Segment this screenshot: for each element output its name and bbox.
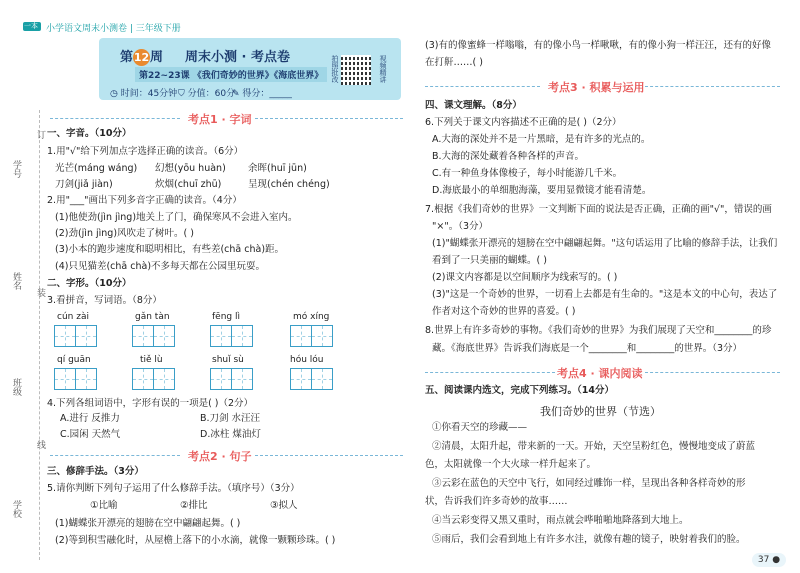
q6-option-c: C.有一种鱼身体像梭子，每小时能游几千米。 [432, 168, 623, 179]
q1-option: 光芒(máng wáng) [55, 163, 138, 174]
q4-option-d: D.冰柱 煤油灯 [200, 429, 261, 440]
qr-label-left: 拍照批改 [331, 55, 339, 83]
q6-option-d: D.海底最小的单细胞海藻，要用显微镜才能看清楚。 [432, 185, 652, 196]
binding-line [39, 110, 40, 560]
writing-box[interactable] [210, 368, 232, 390]
time-info: ◷ 时间：45分钟 [110, 89, 178, 99]
qr-label-right: 视频精讲 [379, 55, 387, 83]
passage-para: ⑤雨后，我们会看到地上有许多水洼，就像有趣的镜子，映射着我们的脸。 [432, 534, 746, 545]
question-2: 2.用"___"画出下列多音字正确的读音。（4分） [47, 195, 242, 206]
writing-box[interactable] [231, 325, 253, 347]
q7-item: 作者对这个奇妙的世界的喜爱。( ) [432, 306, 576, 317]
q1-option: 炊烟(chuī zhū) [155, 179, 222, 190]
passage-para: 状，告诉我们许多奇妙的故事…… [425, 496, 568, 507]
class-label: 班级 [11, 378, 21, 396]
q5-choice: ③拟人 [270, 500, 298, 511]
writing-box[interactable] [75, 368, 97, 390]
pinyin-label: shuǐ sù [212, 355, 244, 365]
pinyin-label: cún zài [57, 312, 89, 322]
writing-box[interactable] [311, 368, 333, 390]
question-8-cont: 藏。《海底世界》告诉我们海底是一个________和________的世界。（3分） [432, 343, 743, 354]
q5-item: 在打鼾……( ) [425, 57, 483, 68]
pinyin-label: gǎn tàn [135, 312, 170, 322]
q6-option-b: B.大海的深处藏着各种各样的声音。 [432, 151, 585, 162]
question-5: 5.请你判断下列句子运用了什么修辞手法。（填序号）（3分） [47, 483, 300, 494]
question-7-cont: "×"。（3分） [432, 221, 488, 232]
writing-box[interactable] [290, 325, 312, 347]
writing-box[interactable] [311, 325, 333, 347]
section-heading-1: 考点1 · 字词 [188, 113, 252, 126]
divider [425, 372, 555, 373]
writing-box[interactable] [75, 325, 97, 347]
q2-item: (2)劲(jìn jìng)风吹走了树叶。( ) [55, 228, 194, 239]
q7-item: (3)"这是一个奇妙的世界，一切看上去都是有生命的。"这是本文的中心句，表达了 [432, 289, 778, 300]
q5-choice: ①比喻 [90, 500, 118, 511]
score-info: ⛉ 分值：60分 [178, 89, 236, 99]
q1-option: 呈现(chén chéng) [248, 179, 330, 190]
week-number-badge: 12 [133, 51, 150, 64]
question-8: 8.世界上有许多奇妙的事物。《我们奇妙的世界》为我们展现了天空和________的珍 [425, 325, 772, 336]
divider [255, 455, 403, 456]
school-label: 学校 [11, 500, 21, 518]
part-heading: 三、修辞手法。（3分） [47, 466, 144, 477]
passage-para: ②清晨，太阳升起，带来新的一天。开始，天空呈粉红色，慢慢地变成了蔚蓝 [432, 441, 756, 452]
q1-option: 幻想(yōu huàn) [155, 163, 226, 174]
passage-para: ④当云彩变得又黑又重时，雨点就会哗啪啪地降落到大地上。 [432, 515, 689, 526]
pinyin-label: tiě lù [140, 355, 163, 365]
pinyin-label: hóu lóu [290, 355, 324, 365]
q5-item: (3)有的像蜜蜂一样嗡嗡，有的像小鸟一样啾啾，有的像小狗一样汪汪，还有的好像 [425, 40, 771, 51]
pinyin-label: qí guān [57, 355, 91, 365]
section-heading-2: 考点2 · 句子 [188, 450, 252, 463]
pinyin-label: mó xíng [293, 312, 330, 322]
q4-option-a: A.进行 反推力 [60, 413, 120, 424]
series-title: 小学语文周末小测卷 | 三年级下册 [46, 24, 181, 34]
divider [645, 86, 780, 87]
q5-choice: ②排比 [180, 500, 208, 511]
passage-para: ③云彩在蓝色的天空中飞行，如同经过雕饰一样，呈现出各种各样奇妙的形 [432, 478, 746, 489]
q1-option: 刀剑(jiǎ jiàn) [55, 179, 113, 190]
binding-mark-ding: 订 [35, 130, 45, 139]
page-number: 37 ● [752, 553, 786, 567]
q7-item: (1)"蝴蝶张开漂亮的翅膀在空中翩翩起舞。"这句话运用了比喻的修辞手法，让我们 [432, 238, 778, 249]
part-heading: 二、字形。（10分） [47, 278, 132, 289]
writing-box[interactable] [231, 368, 253, 390]
q7-item: 看到了一只美丽的蝴蝶。( ) [432, 255, 547, 266]
passage-title: 我们奇妙的世界（节选） [540, 405, 661, 418]
q2-item: (3)小本的跑步速度和聪明相比，有些差(chā chà)距。 [55, 244, 285, 255]
writing-box[interactable] [290, 368, 312, 390]
question-7: 7.根据《我们奇妙的世界》一文判断下面的说法是否正确，正确的画"√"，错误的画 [425, 204, 772, 215]
passage-para: ①你看天空的珍藏—— [432, 422, 528, 433]
q4-option-b: B.刀剑 水汪汪 [200, 413, 261, 424]
writing-box[interactable] [210, 325, 232, 347]
name-label: 姓名 [11, 272, 21, 290]
part-heading: 四、课文理解。（8分） [425, 100, 522, 111]
q7-item: (2)课文内容都是以空间顺序为线索写的。( ) [432, 272, 618, 283]
week-label: 第12周 [120, 50, 164, 65]
banner-title: 周末小测 · 考点卷 [185, 50, 290, 65]
question-4: 4.下列各组词语中，字形有误的一项是( )（2分） [47, 398, 254, 409]
qr-pattern [341, 55, 371, 85]
writing-box[interactable] [132, 325, 154, 347]
pinyin-label: fēng lì [212, 312, 240, 322]
part-heading: 五、阅读课内选文，完成下列练习。（14分） [425, 385, 614, 396]
binding-mark-xian: 线 [35, 440, 45, 449]
divider [50, 118, 180, 119]
divider [255, 118, 403, 119]
section-heading-4: 考点4 · 课内阅读 [557, 367, 643, 380]
writing-box[interactable] [153, 368, 175, 390]
earned-score: ✎ 得分：_____ [232, 89, 292, 99]
question-6: 6.下列关于课文内容描述不正确的是( )（2分） [425, 117, 622, 128]
q2-item: (1)他使劲(jìn jìng)地关上了门，确保寒风不会进入室内。 [55, 212, 298, 223]
divider [50, 455, 180, 456]
q5-item: (2)等到积雪融化时，从屋檐上落下的小水滴，就像一颗颗珍珠。( ) [55, 535, 336, 546]
q4-option-c: C.园闲 天然气 [60, 429, 121, 440]
question-3: 3.看拼音，写词语。（8分） [47, 295, 162, 306]
writing-box[interactable] [54, 368, 76, 390]
writing-box[interactable] [132, 368, 154, 390]
passage-para: 色，太阳就像一个大火球一样升起来了。 [425, 459, 597, 470]
writing-box[interactable] [153, 325, 175, 347]
q1-option: 余晖(huī jūn) [248, 163, 307, 174]
q5-item: (1)蝴蝶张开漂亮的翅膀在空中翩翩起舞。( ) [55, 518, 241, 529]
section-heading-3: 考点3 · 积累与运用 [548, 81, 645, 94]
part-heading: 一、字音。（10分） [47, 128, 132, 139]
q2-item: (4)只见猫差(chā chà)不多每天都在公园里玩耍。 [55, 261, 266, 272]
binding-mark-zhuang: 装 [35, 288, 45, 297]
question-1: 1.用"√"给下列加点字选择正确的读音。（6分） [47, 146, 244, 157]
student-no-label: 学号 [11, 160, 21, 178]
divider [425, 86, 540, 87]
lesson-range: 第22~23课 《我们奇妙的世界》《海底世界》 [135, 67, 327, 82]
q6-option-a: A.大海的深处并不是一片黑暗，是有许多的光点的。 [432, 134, 651, 145]
brand-text: 一本 [24, 22, 38, 30]
writing-box[interactable] [54, 325, 76, 347]
divider [645, 372, 780, 373]
